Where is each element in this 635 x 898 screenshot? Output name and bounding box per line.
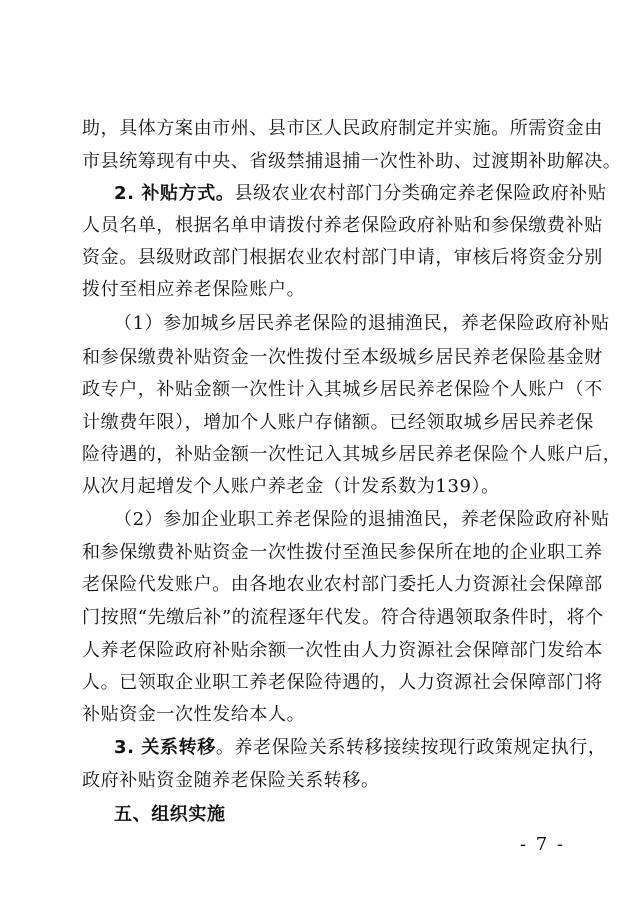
item-2-label: 2. 补贴方式。: [114, 183, 235, 204]
text-line: 市县统筹现有中央、省级禁捕退捕一次性补助、过渡期补助解决。: [82, 151, 622, 172]
text-line: 补贴资金一次性发给本人。: [82, 704, 306, 725]
text-line: 人养老保险政府补贴余额一次性由人力资源社会保障部门发给本: [82, 640, 603, 661]
text-line: 和参保缴费补贴资金一次性拨付至本级城乡居民养老保险基金财: [82, 347, 603, 368]
text-line: （1）参加城乡居民养老保险的退捕渔民，养老保险政府补贴: [114, 313, 610, 334]
page-number: - 7 -: [519, 834, 565, 855]
item-2-text: 县级农业农村部门分类确定养老保险政府补贴: [234, 183, 607, 204]
text-line: 门按照“先缴后补”的流程逐年代发。符合待遇领取条件时，将个: [82, 607, 604, 628]
item-3-text: 。养老保险关系转移接续按现行政策规定执行，: [215, 737, 607, 758]
text-line: 政府补贴资金随养老保险关系转移。: [82, 770, 380, 791]
item-2-line: [114, 181, 607, 207]
item-3-label: 3. 关系转移: [114, 737, 216, 758]
text-line: 资金。县级财政部门根据农业农村部门申请，审核后将资金分别: [82, 247, 603, 268]
item-3-line: [114, 735, 607, 761]
text-line: 计缴费年限），增加个人账户存储额。已经领取城乡居民养老保: [82, 412, 594, 433]
text-line: 政专户，补贴金额一次性计入其城乡居民养老保险个人账户（不: [82, 379, 603, 400]
text-line: 助，具体方案由市州、县市区人民政府制定并实施。所需资金由: [82, 118, 603, 139]
text-line: 老保险代发账户。由各地农业农村部门委托人力资源社会保障部: [82, 574, 603, 595]
text-line: 从次月起增发个人账户养老金（计发系数为139）。: [82, 476, 500, 497]
text-line: 人员名单，根据名单申请拨付养老保险政府补贴和参保缴费补贴: [82, 215, 603, 236]
text-line: 险待遇的，补贴金额一次性记入其城乡居民养老保险个人账户后，: [82, 444, 622, 465]
text-line: （2）参加企业职工养老保险的退捕渔民，养老保险政府补贴: [114, 509, 610, 530]
text-line: 拨付至相应养老保险账户。: [82, 279, 306, 300]
text-line: 和参保缴费补贴资金一次性拨付至渔民参保所在地的企业职工养: [82, 542, 603, 563]
text-line: 人。已领取企业职工养老保险待遇的，人力资源社会保障部门将: [82, 672, 603, 693]
section-heading: 五、组织实施: [114, 804, 226, 825]
